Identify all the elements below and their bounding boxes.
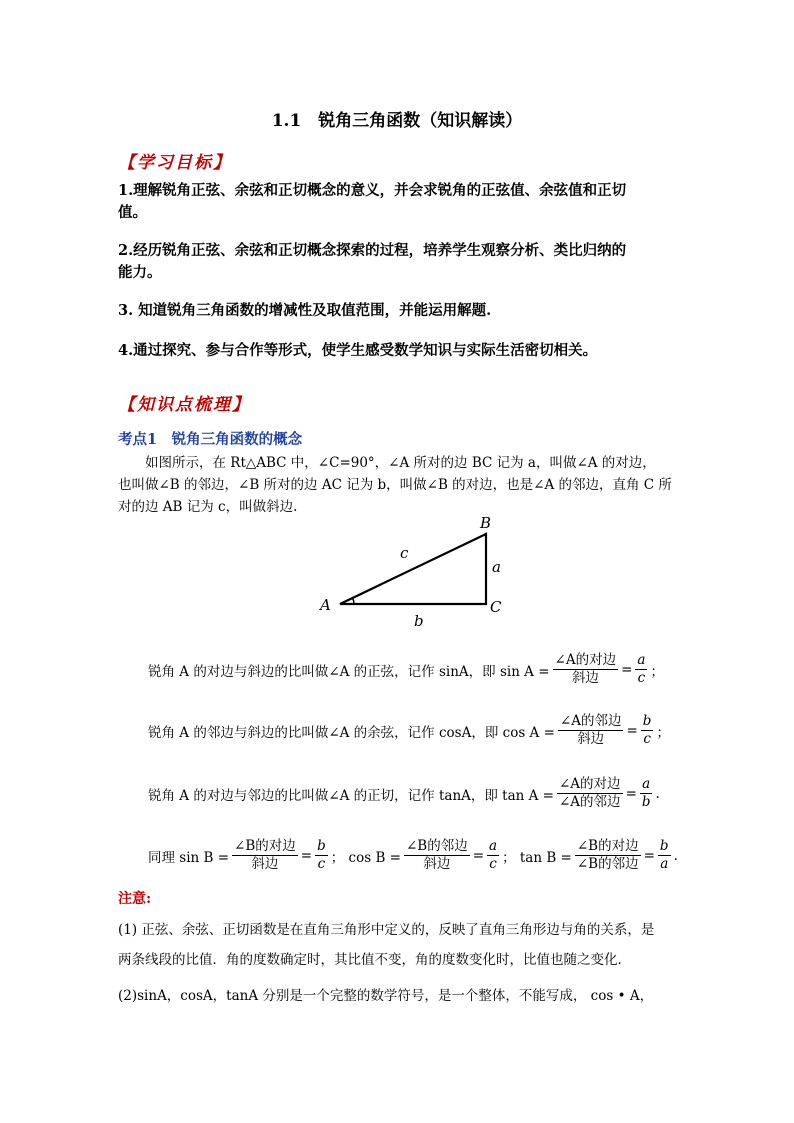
intro-line-1: 如图所示，在 Rt△ABC 中，∠C=90°，∠A 所对的边 BC 记为 a，叫做∠A 的对边， [118,455,656,471]
goal-3-line1: 3. 知道锐角三角函数的增减性及取值范围，并能运用解题. [118,302,492,319]
learning-goals-heading: 【学习目标】 [118,153,232,173]
side-b-label: b [414,612,424,630]
right-triangle-figure [310,510,530,635]
goal-2 [118,240,626,284]
intro-line-3: 对的边 AB 记为 c，叫做斜边. [118,499,298,515]
tangent-ratio-num: a [642,776,651,792]
cos-b-fraction [404,838,470,873]
tangent-fraction [557,776,623,811]
cosine-numerator: ∠A的邻边 [559,713,622,729]
intro-paragraph [118,452,672,518]
cos-b-numerator: ∠B的邻边 [405,838,468,854]
note-line-2: 两条线段的比值．角的度数确定时，其比值不变，角的度数变化时，比值也随之变化． [118,952,631,968]
sin-b-denominator: 斜边 [251,856,279,872]
tangent-equals: = [625,785,637,802]
sin-b-numerator: ∠B的对边 [234,838,296,854]
side-c-label: c [400,544,409,562]
cosine-equals: = [626,722,638,739]
sine-denominator: 斜边 [571,670,599,686]
cos-b-ratio-den: c [489,856,497,872]
tangent-denominator: ∠A的邻边 [559,794,621,810]
goal-2-line1: 2.经历锐角正弦、余弦和正切概念探索的过程，培养学生观察分析、类比归纳的 [118,242,627,259]
goal-3 [118,300,491,322]
sine-end: ； [650,663,664,680]
sine-equals: = [621,661,633,678]
angle-b-definitions [148,838,678,873]
note-line-1: (1) 正弦、余弦、正切函数是在直角三角形中定义的，反映了直角三角形边与角的关系，是 [118,922,655,938]
sin-b-fraction [232,838,298,873]
sine-text: 锐角 A 的对边与斜边的比叫做∠A 的正弦，记作 sinA，即 sin A = [148,663,550,680]
tangent-end: . [655,785,660,802]
goal-1-line1: 1.理解锐角正弦、余弦和正切概念的意义，并会求锐角的正弦值、余弦值和正切 [118,182,627,199]
cos-b-ratio-num: a [489,838,498,854]
tan-b-ratio-num: b [659,838,669,854]
sin-b-equals: = [300,847,313,864]
tangent-text: 锐角 A 的对边与邻边的比叫做∠A 的正切，记作 tanA，即 tan A = [148,787,554,804]
similar-sep-2: ； tan B = [502,849,572,866]
tan-b-ratio-den: a [660,856,669,872]
cosine-text: 锐角 A 的邻边与斜边的比叫做∠A 的余弦，记作 cosA，即 cos A = [148,724,555,741]
cos-b-ratio [487,838,499,873]
tan-b-equals: = [643,847,655,864]
similar-lead: 同理 sin B = [148,849,230,866]
similar-end: . [673,847,678,864]
goal-4-line1: 4.通过探究、参与合作等形式，使学生感受数学知识与实际生活密切相关。 [118,342,598,359]
vertex-b-label: B [480,514,492,532]
knowledge-point-1-title: 考点1 锐角三角函数的概念 [118,431,303,448]
side-a-label: a [492,558,501,576]
cosine-ratio-num: b [642,713,652,729]
goal-1 [118,180,626,224]
cosine-definition [148,713,670,748]
tangent-ratio [640,776,653,811]
goal-1-line2: 值。 [118,204,147,221]
tan-b-numerator: ∠B的对边 [576,838,639,854]
sine-ratio-num: a [637,652,646,668]
knowledge-points-heading: 【知识点梳理】 [118,395,251,415]
note-heading: 注意: [118,891,152,907]
tangent-numerator: ∠A的对边 [559,776,621,792]
sine-fraction [553,652,619,687]
vertex-c-label: C [490,598,502,616]
sine-numerator: ∠A的对边 [554,652,617,668]
tan-b-ratio [658,838,671,873]
sine-ratio-den: c [637,670,646,686]
vertex-a-label: A [320,596,331,614]
cos-b-denominator: 斜边 [423,856,451,872]
cos-b-equals: = [472,847,485,864]
tan-b-fraction [575,838,641,873]
cosine-denominator: 斜边 [577,731,605,747]
triangle-shape [340,534,486,604]
sin-b-ratio-den: c [317,856,326,872]
tangent-ratio-den: b [641,794,651,810]
cosine-fraction [558,713,624,748]
cosine-ratio [641,713,654,748]
tan-b-denominator: ∠B的邻边 [576,856,639,872]
goal-2-line2: 能力。 [118,264,162,281]
note-line-3: (2)sinA，cosA，tanA 分别是一个完整的数学符号，是一个整体，不能写成， cos • A， [118,988,654,1004]
intro-line-2: 也叫做∠B 的邻边，∠B 所对的边 AC 记为 b，叫做∠B 的对边，也是∠A 的邻边，直角 C 所 [118,477,672,493]
sine-definition [148,652,664,687]
sin-b-ratio-num: b [317,838,326,854]
sine-ratio [635,652,647,687]
cosine-ratio-den: c [643,731,651,747]
cosine-end: ； [656,724,670,741]
goal-4 [118,340,597,362]
sin-b-ratio [315,838,328,873]
page-title: 1.1 锐角三角函数（知识解读） [271,111,523,131]
tangent-definition [148,776,660,811]
similar-sep-1: ； cos B = [330,849,401,866]
